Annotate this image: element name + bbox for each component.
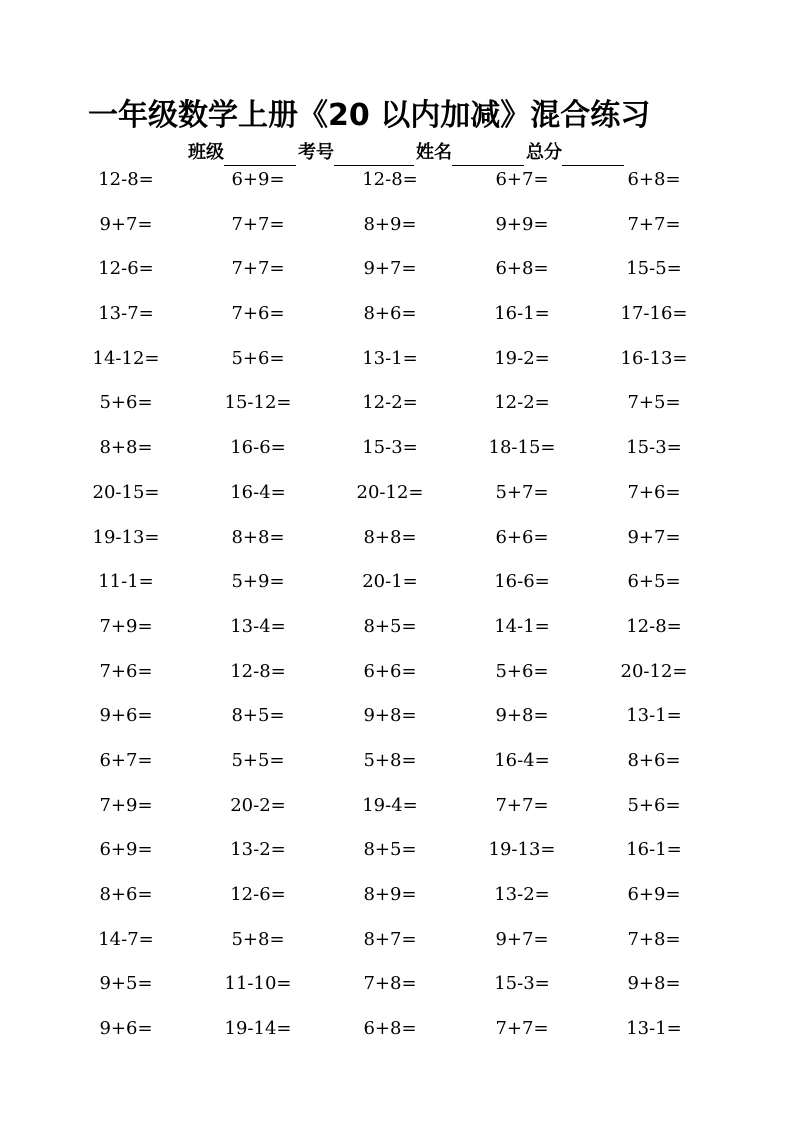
math-problem: 5+6= bbox=[495, 660, 549, 682]
math-problem: 16-6= bbox=[494, 571, 550, 593]
student-info-line bbox=[188, 140, 626, 166]
math-problem: 15-5= bbox=[626, 258, 682, 280]
math-problem: 20-12= bbox=[620, 660, 688, 682]
math-problem: 7+7= bbox=[495, 1018, 549, 1040]
math-problem: 9+8= bbox=[627, 973, 681, 995]
math-problem: 16-6= bbox=[230, 437, 286, 459]
math-problem: 8+5= bbox=[363, 839, 417, 861]
problem-row bbox=[60, 257, 720, 302]
math-problem: 9+5= bbox=[99, 973, 153, 995]
math-problem: 5+9= bbox=[231, 571, 285, 593]
name-blank[interactable] bbox=[452, 145, 524, 166]
math-problem: 5+8= bbox=[363, 749, 417, 771]
score-label: 总分 bbox=[526, 142, 562, 163]
math-problem: 8+9= bbox=[363, 884, 417, 905]
math-problem: 9+7= bbox=[99, 213, 153, 235]
math-problem: 13-1= bbox=[626, 705, 682, 727]
math-problem: 8+7= bbox=[363, 928, 417, 950]
math-problem: 6+9= bbox=[231, 169, 285, 190]
math-problem: 9+7= bbox=[363, 258, 417, 280]
math-problem: 16-1= bbox=[626, 839, 682, 861]
math-problem: 12-8= bbox=[98, 169, 154, 190]
math-problem: 12-2= bbox=[362, 392, 418, 414]
math-problem: 20-15= bbox=[92, 481, 160, 503]
problem-row bbox=[60, 168, 720, 213]
math-problem: 19-13= bbox=[488, 839, 556, 861]
problem-grid bbox=[60, 168, 720, 1062]
problem-row bbox=[60, 883, 720, 928]
math-problem: 13-2= bbox=[230, 839, 286, 861]
math-problem: 19-2= bbox=[494, 347, 550, 369]
math-problem: 16-1= bbox=[494, 303, 550, 325]
name-label: 姓名 bbox=[416, 142, 452, 163]
problem-row bbox=[60, 570, 720, 615]
math-problem: 12-8= bbox=[362, 169, 418, 190]
math-problem: 6+9= bbox=[627, 884, 681, 905]
math-problem: 19-4= bbox=[362, 794, 418, 816]
problem-row bbox=[60, 1017, 720, 1062]
math-problem: 8+9= bbox=[363, 213, 417, 235]
math-problem: 14-7= bbox=[98, 928, 154, 950]
score-blank[interactable] bbox=[562, 145, 624, 166]
math-problem: 13-1= bbox=[626, 1018, 682, 1040]
class-label: 班级 bbox=[188, 142, 224, 163]
problem-row bbox=[60, 928, 720, 973]
math-problem: 7+6= bbox=[231, 303, 285, 325]
problem-row bbox=[60, 526, 720, 571]
math-problem: 7+7= bbox=[627, 213, 681, 235]
math-problem: 15-12= bbox=[224, 392, 292, 414]
math-problem: 5+5= bbox=[231, 749, 285, 771]
math-problem: 19-14= bbox=[224, 1018, 292, 1040]
math-problem: 8+6= bbox=[99, 884, 153, 905]
problem-row bbox=[60, 749, 720, 794]
math-problem: 13-2= bbox=[494, 884, 550, 905]
math-problem: 20-2= bbox=[230, 794, 286, 816]
math-problem: 6+7= bbox=[495, 169, 549, 190]
math-problem: 11-1= bbox=[98, 571, 154, 593]
math-problem: 7+6= bbox=[627, 481, 681, 503]
math-problem: 15-3= bbox=[494, 973, 550, 995]
math-problem: 13-4= bbox=[230, 615, 286, 637]
class-blank[interactable] bbox=[224, 145, 296, 166]
math-problem: 7+7= bbox=[231, 213, 285, 235]
problem-row bbox=[60, 347, 720, 392]
math-problem: 9+8= bbox=[363, 705, 417, 727]
problem-row bbox=[60, 838, 720, 883]
math-problem: 7+6= bbox=[99, 660, 153, 682]
math-problem: 12-2= bbox=[494, 392, 550, 414]
math-problem: 7+9= bbox=[99, 794, 153, 816]
problem-row bbox=[60, 704, 720, 749]
problem-row bbox=[60, 302, 720, 347]
math-problem: 16-13= bbox=[620, 347, 688, 369]
math-problem: 12-8= bbox=[626, 615, 682, 637]
math-problem: 9+6= bbox=[99, 1018, 153, 1040]
math-problem: 8+6= bbox=[363, 303, 417, 325]
math-problem: 12-6= bbox=[98, 258, 154, 280]
math-problem: 8+6= bbox=[627, 749, 681, 771]
math-problem: 7+9= bbox=[99, 615, 153, 637]
math-problem: 9+7= bbox=[627, 526, 681, 548]
math-problem: 8+8= bbox=[363, 526, 417, 548]
math-problem: 8+5= bbox=[231, 705, 285, 727]
math-problem: 16-4= bbox=[494, 749, 550, 771]
math-problem: 9+9= bbox=[495, 213, 549, 235]
problem-row bbox=[60, 972, 720, 1017]
worksheet-title: 一年级数学上册《20 以内加减》混合练习 bbox=[88, 98, 651, 133]
math-problem: 13-1= bbox=[362, 347, 418, 369]
exam-number-blank[interactable] bbox=[334, 145, 414, 166]
problem-row bbox=[60, 660, 720, 705]
math-problem: 6+8= bbox=[363, 1018, 417, 1040]
math-problem: 5+7= bbox=[495, 481, 549, 503]
math-problem: 9+7= bbox=[495, 928, 549, 950]
math-problem: 20-1= bbox=[362, 571, 418, 593]
math-problem: 5+6= bbox=[627, 794, 681, 816]
math-problem: 5+6= bbox=[99, 392, 153, 414]
math-problem: 6+9= bbox=[99, 839, 153, 861]
math-problem: 6+7= bbox=[99, 749, 153, 771]
exam-number-label: 考号 bbox=[298, 142, 334, 163]
problem-row bbox=[60, 391, 720, 436]
math-problem: 5+8= bbox=[231, 928, 285, 950]
math-problem: 12-8= bbox=[230, 660, 286, 682]
math-problem: 6+8= bbox=[627, 169, 681, 190]
math-problem: 14-12= bbox=[92, 347, 160, 369]
math-problem: 6+6= bbox=[495, 526, 549, 548]
math-problem: 15-3= bbox=[362, 437, 418, 459]
math-problem: 19-13= bbox=[92, 526, 160, 548]
problem-row bbox=[60, 794, 720, 839]
math-problem: 14-1= bbox=[494, 615, 550, 637]
math-problem: 5+6= bbox=[231, 347, 285, 369]
math-problem: 16-4= bbox=[230, 481, 286, 503]
problem-row bbox=[60, 213, 720, 258]
problem-row bbox=[60, 436, 720, 481]
math-problem: 20-12= bbox=[356, 481, 424, 503]
math-problem: 13-7= bbox=[98, 303, 154, 325]
math-problem: 11-10= bbox=[224, 973, 292, 995]
math-problem: 17-16= bbox=[620, 303, 688, 325]
math-problem: 12-6= bbox=[230, 884, 286, 905]
math-problem: 7+5= bbox=[627, 392, 681, 414]
problem-row bbox=[60, 481, 720, 526]
math-problem: 7+8= bbox=[363, 973, 417, 995]
math-problem: 9+8= bbox=[495, 705, 549, 727]
math-problem: 8+8= bbox=[99, 437, 153, 459]
math-problem: 7+7= bbox=[231, 258, 285, 280]
math-problem: 7+8= bbox=[627, 928, 681, 950]
math-problem: 6+5= bbox=[627, 571, 681, 593]
math-problem: 18-15= bbox=[488, 437, 556, 459]
problem-row bbox=[60, 615, 720, 660]
math-problem: 8+8= bbox=[231, 526, 285, 548]
math-problem: 8+5= bbox=[363, 615, 417, 637]
math-problem: 7+7= bbox=[495, 794, 549, 816]
math-problem: 9+6= bbox=[99, 705, 153, 727]
math-problem: 6+6= bbox=[363, 660, 417, 682]
math-problem: 6+8= bbox=[495, 258, 549, 280]
math-problem: 15-3= bbox=[626, 437, 682, 459]
